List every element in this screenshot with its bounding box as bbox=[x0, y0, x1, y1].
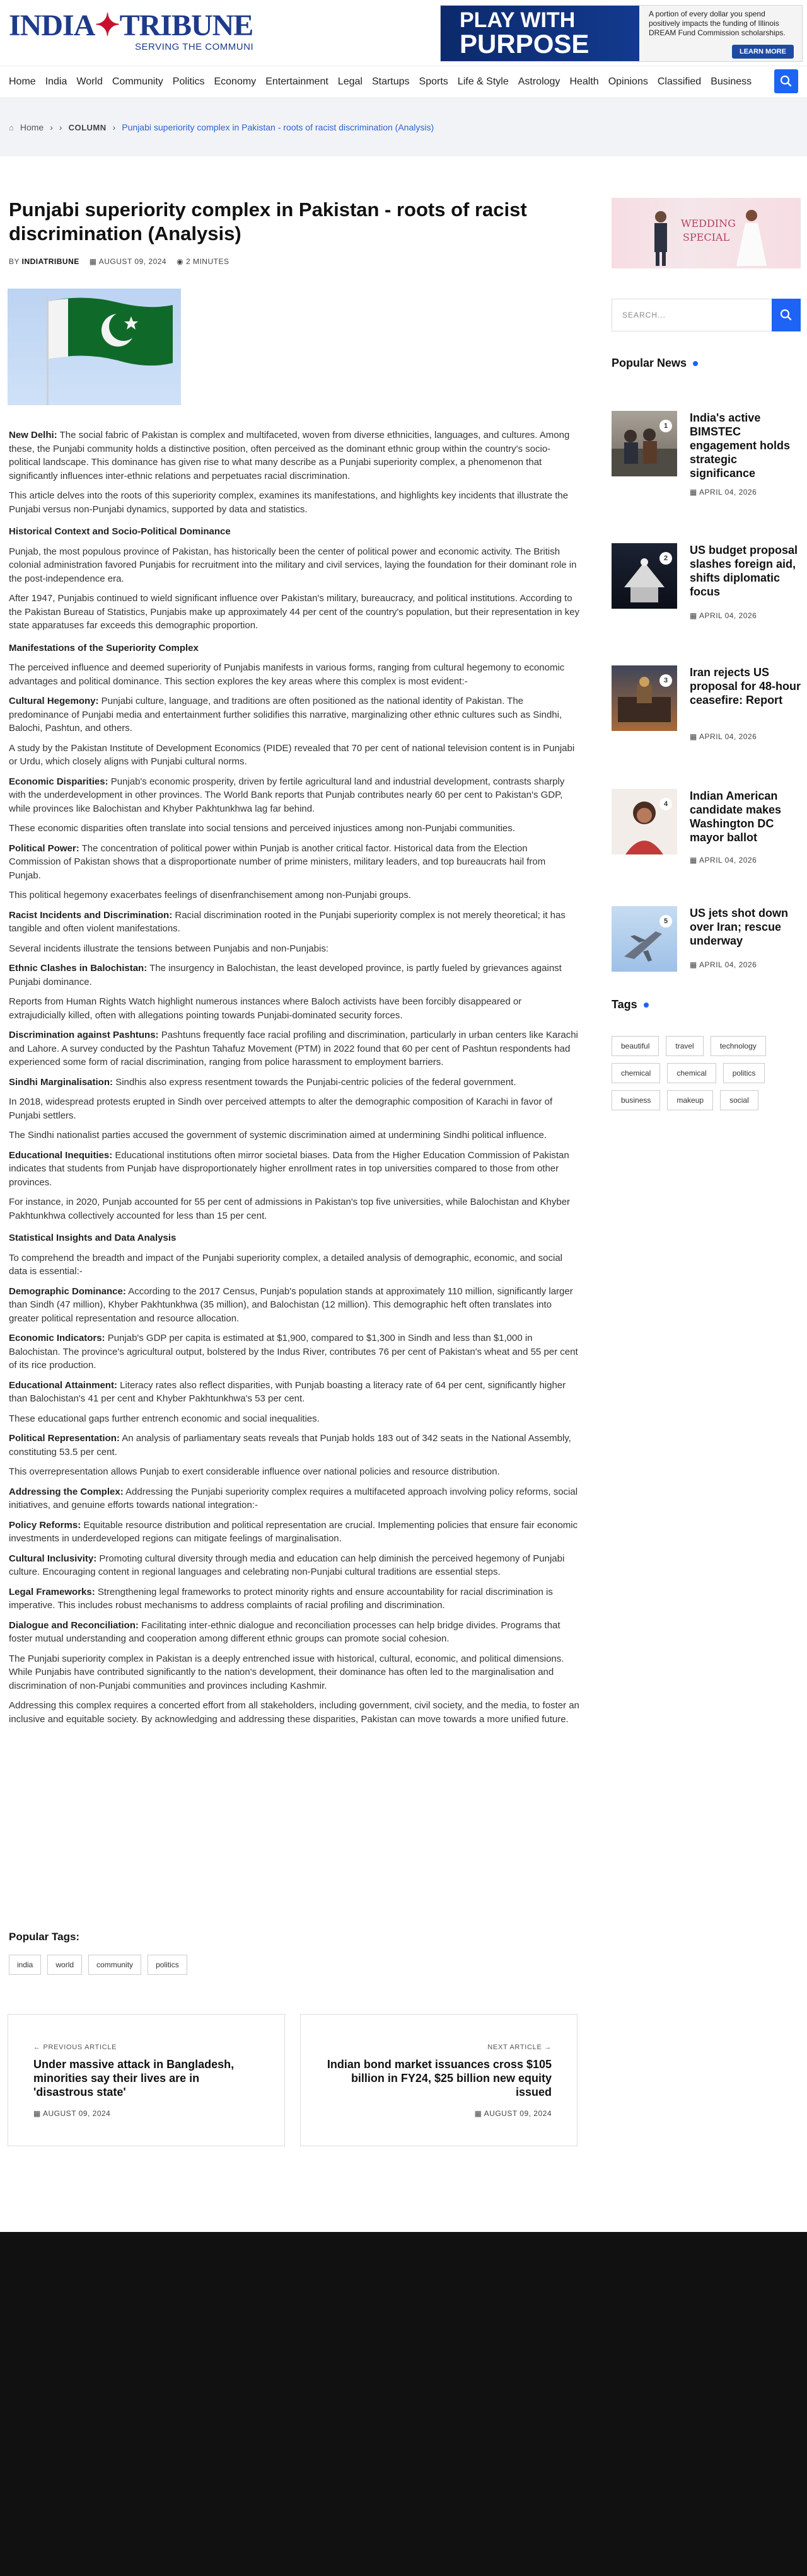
next-article-label bbox=[487, 2044, 552, 2051]
breadcrumb-current: Punjabi superiority complex in Pakistan - roots of racist discrimination (Analysis) bbox=[122, 122, 434, 132]
main-nav bbox=[0, 66, 807, 98]
nav-search-button[interactable] bbox=[774, 69, 798, 93]
search-icon bbox=[772, 299, 801, 331]
calendar-icon: ▦ bbox=[690, 732, 697, 741]
next-label-text: NEXT ARTICLE bbox=[487, 2044, 542, 2051]
author-prefix: BY bbox=[9, 257, 20, 266]
nav-item-opinions[interactable]: Opinions bbox=[608, 76, 648, 87]
calendar-icon: ▦ bbox=[33, 2109, 41, 2118]
article-title: Punjabi superiority complex in Pakistan - roots of racist discrimination (Analysis) bbox=[9, 198, 527, 244]
paragraph: These economic disparities often translate into social tensions and perceived injustices among non-Punjabi communities. bbox=[9, 823, 515, 834]
site-logo[interactable] bbox=[9, 9, 254, 57]
paragraph-text: Educational institutions often mirror societal biases. Data from the Higher Education Commission of Pakistan indicates that students from Punjab have disproportionately higher enrollment rates in top universities compared to those from other provinces. bbox=[9, 1149, 569, 1188]
author-line bbox=[9, 257, 79, 266]
breadcrumb bbox=[9, 122, 434, 132]
news-thumbnail bbox=[612, 906, 677, 972]
accent-dot bbox=[693, 361, 698, 366]
news-rank: 3 bbox=[659, 674, 672, 687]
nav-item-startups[interactable]: Startups bbox=[371, 76, 410, 87]
paragraph-lead: Dialogue and Reconciliation: bbox=[9, 1619, 139, 1631]
logo-india: INDIA bbox=[9, 9, 95, 42]
paragraph: These educational gaps further entrench economic and social inequalities. bbox=[9, 1413, 320, 1424]
popular-news-item[interactable] bbox=[612, 789, 801, 883]
accent-dot bbox=[644, 1003, 649, 1008]
sidebar-ad-wedding[interactable] bbox=[612, 198, 801, 268]
paragraph: A study by the Pakistan Institute of Development Economics (PIDE) revealed that 70 per cent of national television content is in Punjabi or Urdu, which closely aligns with Punjabi cultural norms. bbox=[9, 742, 575, 767]
calendar-icon: ▦ bbox=[474, 2109, 482, 2118]
next-article-title: Indian bond market issuances cross $105 billion in FY24, $25 billion new equity issued bbox=[327, 2058, 552, 2098]
nav-item-home[interactable]: Home bbox=[9, 76, 36, 87]
paragraph bbox=[9, 1076, 580, 1090]
nav-item-astrology[interactable]: Astrology bbox=[518, 76, 560, 87]
news-date bbox=[690, 856, 757, 865]
tags-heading-text: Tags bbox=[612, 998, 637, 1011]
paragraph-lead: Legal Frameworks: bbox=[9, 1586, 95, 1597]
paragraph: This overrepresentation allows Punjab to exert considerable influence over national policies and resource distribution. bbox=[9, 1466, 500, 1477]
banner-line1: PLAY WITH bbox=[460, 8, 576, 32]
paragraph-text: Racial discrimination rooted in the Punjabi superiority complex is not merely theoretical; it has tangible and often violent manifestations. bbox=[9, 909, 566, 934]
paragraph bbox=[9, 1379, 580, 1406]
next-date-text: AUGUST 09, 2024 bbox=[484, 2109, 552, 2118]
banner-line2: PURPOSE bbox=[460, 29, 589, 59]
paragraph: This political hegemony exacerbates feelings of disenfranchisement among non-Punjabi groups. bbox=[9, 890, 411, 900]
paragraph: After 1947, Punjabis continued to wield significant influence over Pakistan's military, bureaucracy, and political institutions. According to the Pakistan Bureau of Statistics, Punjabis make up approximately 44 per cent of the country's population, but their representation in key state apparatuses far exceeds this demographic proportion. bbox=[9, 593, 580, 631]
sidebar-tag[interactable]: business bbox=[612, 1090, 660, 1110]
paragraph-lead: Educational Attainment: bbox=[9, 1379, 117, 1391]
prev-date-text: AUGUST 09, 2024 bbox=[43, 2109, 111, 2118]
paragraph: Several incidents illustrate the tensions between Punjabis and non-Punjabis: bbox=[9, 943, 328, 954]
popular-news-item[interactable] bbox=[612, 543, 801, 638]
paragraph-text: The concentration of political power within Punjab is another critical factor. Historical data from the Election Commission of Pakistan shows that a disproportionate number of prime ministers, military leaders, and top bureaucrats hail from Punjab. bbox=[9, 842, 546, 881]
news-date bbox=[690, 732, 757, 741]
paragraph bbox=[9, 775, 580, 816]
eye-icon: ◉ bbox=[177, 257, 184, 266]
paragraph: Reports from Human Rights Watch highlight numerous instances where Baloch activists have been forcibly disappeared or extrajudicially killed, often with allegations pointing towards Punjabi-dominated security forces. bbox=[9, 996, 522, 1021]
nav-item-india[interactable]: India bbox=[45, 76, 67, 87]
previous-article-label bbox=[33, 2044, 117, 2051]
sidebar-tag[interactable]: beautiful bbox=[612, 1036, 659, 1056]
header bbox=[0, 0, 807, 63]
date-line bbox=[90, 257, 166, 266]
popular-news-item[interactable] bbox=[612, 411, 801, 505]
chevron-right-icon: › bbox=[59, 122, 62, 132]
news-date-text: APRIL 04, 2026 bbox=[699, 732, 757, 741]
article-body bbox=[9, 428, 580, 1732]
news-thumbnail bbox=[612, 789, 677, 854]
nav-item-life-style[interactable]: Life & Style bbox=[457, 76, 509, 87]
paragraph bbox=[9, 694, 580, 735]
search-icon bbox=[774, 69, 798, 93]
paragraph-lead: Sindhi Marginalisation: bbox=[9, 1076, 113, 1088]
paragraph-lead: Policy Reforms: bbox=[9, 1519, 81, 1531]
nav-item-sports[interactable]: Sports bbox=[419, 76, 448, 87]
paragraph: This article delves into the roots of this superiority complex, examines its manifestations, and highlights key incidents that illustrate the Punjabi versus non-Punjabi dynamics, supported by data and statistics. bbox=[9, 490, 569, 515]
tags-heading bbox=[612, 998, 649, 1011]
paragraph-lead: Cultural Hegemony: bbox=[9, 696, 99, 706]
section-heading: Historical Context and Socio-Political Dominance bbox=[9, 526, 231, 537]
news-thumbnail bbox=[612, 543, 677, 609]
paragraph bbox=[9, 1519, 580, 1546]
paragraph-lead: Addressing the Complex: bbox=[9, 1486, 124, 1497]
breadcrumb-section[interactable]: COLUMN bbox=[68, 122, 107, 132]
dateline: New Delhi: bbox=[9, 430, 57, 440]
next-article-date bbox=[475, 2109, 552, 2118]
paragraph-lead: Economic Indicators: bbox=[9, 1333, 105, 1343]
news-date-text: APRIL 04, 2026 bbox=[699, 856, 757, 865]
paragraph bbox=[9, 962, 580, 989]
logo-text bbox=[9, 9, 253, 42]
nav-list bbox=[9, 76, 752, 88]
sidebar-tag[interactable]: makeup bbox=[667, 1090, 713, 1110]
news-rank: 4 bbox=[659, 798, 672, 810]
nav-item-legal[interactable]: Legal bbox=[337, 76, 363, 87]
paragraph-lead: Cultural Inclusivity: bbox=[9, 1553, 97, 1564]
chevron-right-icon: › bbox=[112, 122, 116, 132]
logo-tribune: TRIBUNE bbox=[119, 9, 253, 42]
nav-item-classified[interactable]: Classified bbox=[657, 76, 702, 87]
paragraph-text: According to the 2017 Census, Punjab's population stands at approximately 110 million, significantly larger than Sindh (47 million), Khyber Pakhtunkhwa (35 million), and Balochistan (12 million). This demographic heft often translates into greater political representation and resource allocation. bbox=[9, 1285, 573, 1324]
paragraph-lead: Ethnic Clashes in Balochistan: bbox=[9, 963, 148, 974]
news-date-text: APRIL 04, 2026 bbox=[699, 611, 757, 620]
paragraph-lead: Racist Incidents and Discrimination: bbox=[9, 909, 173, 921]
paragraph bbox=[9, 1619, 580, 1646]
news-title: India's active BIMSTEC engagement holds strategic significance bbox=[690, 411, 791, 480]
paragraph-text: Sindhis also express resentment towards the Punjabi-centric policies of the federal government. bbox=[113, 1076, 516, 1088]
tag-link[interactable]: india bbox=[9, 1955, 41, 1975]
banner-cta-button[interactable]: LEARN MORE bbox=[732, 45, 794, 59]
previous-article-card[interactable] bbox=[8, 2014, 285, 2146]
paragraph-text: Punjab's economic prosperity, driven by fertile agricultural land and industrial development, contrasts sharply with the underdevelopment in other provinces. The World Bank reports that Punjab contributes nearly 60 per cent to Pakistan's GDP, while provinces like Balochistan and Khyber Pakhtunkhwa lag far behind. bbox=[9, 776, 565, 814]
arrow-left-icon: ← bbox=[33, 2044, 41, 2051]
paragraph-text: Equitable resource distribution and political representation are crucial. Implementing policies that ensure fair economic investments in underdeveloped regions can mitigate feelings of marginalisation. bbox=[9, 1519, 578, 1544]
paragraph-text: The social fabric of Pakistan is complex and multifaceted, woven from diverse ethnicities, languages, and cultures. Among these, the Punjabi community holds a distinctive position, often perceived as the dominant ethnic group within the country's socio-political landscape. This dominance has given rise to what many describe as a Punjabi superiority complex, a phenomenon that significantly influences inter-ethnic relations and perpetuates racial discrimination. bbox=[9, 430, 570, 481]
paragraph: Punjab, the most populous province of Pakistan, has historically been the center of political power and economic activity. The British colonial administration favored Punjabis for recruitment into the military and civil services, laying the foundation for their dominant role in the post-independence era. bbox=[9, 546, 577, 584]
paragraph-text: Facilitating inter-ethnic dialogue and reconciliation processes can help bridge divides. Programs that foster mutual understanding and cooperation among different ethnic groups can promote social cohesion. bbox=[9, 1619, 560, 1644]
news-title: US budget proposal slashes foreign aid, shifts diplomatic focus bbox=[690, 544, 798, 598]
banner-body: A portion of every dollar you spend positively impacts the funding of Illinois DREAM Fund Commission scholarships. bbox=[649, 9, 786, 37]
calendar-icon: ▦ bbox=[690, 611, 697, 620]
paragraph-lead: Discrimination against Pashtuns: bbox=[9, 1030, 159, 1040]
paragraph: For instance, in 2020, Punjab accounted for 55 per cent of admissions in Pakistan's top five universities, while Balochistan and Khyber Pakhtunkhwa collectively accounted for less than 15 per cent. bbox=[9, 1197, 571, 1221]
news-rank: 5 bbox=[659, 915, 672, 928]
sidebar-tag[interactable]: travel bbox=[666, 1036, 703, 1056]
banner-headline bbox=[460, 9, 589, 57]
article-date: AUGUST 09, 2024 bbox=[98, 257, 167, 266]
sidebar-tag[interactable]: chemical bbox=[667, 1063, 716, 1083]
flag-illustration bbox=[8, 289, 181, 405]
news-thumbnail bbox=[612, 665, 677, 731]
news-date-text: APRIL 04, 2026 bbox=[699, 488, 757, 497]
prev-label-text: PREVIOUS ARTICLE bbox=[43, 2044, 117, 2051]
news-date bbox=[690, 488, 757, 497]
paragraph-text: An analysis of parliamentary seats reveals that Punjab holds 183 out of 342 seats in the National Assembly, constituting 53.5 per cent. bbox=[9, 1433, 571, 1458]
breadcrumb-home[interactable]: Home bbox=[20, 122, 44, 132]
news-rank: 1 bbox=[659, 420, 672, 432]
paragraph-text: Literacy rates also reflect disparities, with Punjab boasting a literacy rate of 64 per cent, significantly higher than Balochistan's 41 per cent and Khyber Pakhtunkhwa's 53 per cent. bbox=[9, 1379, 566, 1404]
sidebar-tag[interactable]: chemical bbox=[612, 1063, 660, 1083]
paragraph-text: Pashtuns frequently face racial profiling and discrimination, particularly in urban centers like Karachi and Lahore. A survey conducted by the Pashtun Tahafuz Movement (PTM) in 2022 found that 60 per cent of Pashtun respondents had experienced some form of racial discrimination, ranging from police harassment to employment barriers. bbox=[9, 1030, 578, 1067]
popular-news-item[interactable] bbox=[612, 906, 801, 1001]
nav-item-business[interactable]: Business bbox=[711, 76, 752, 87]
home-icon: ⌂ bbox=[9, 122, 14, 132]
paragraph-text: Promoting cultural diversity through media and education can help diminish the perceived hegemony of Punjabi culture. Encouraging content in regional languages and celebrating non-Punjabi cultural traditions are essential steps. bbox=[9, 1553, 565, 1577]
paragraph-lead: Political Power: bbox=[9, 842, 79, 854]
chevron-right-icon: › bbox=[50, 122, 53, 132]
nav-item-community[interactable]: Community bbox=[112, 76, 163, 87]
calendar-icon: ▦ bbox=[89, 257, 97, 266]
nav-item-economy[interactable]: Economy bbox=[214, 76, 257, 87]
news-title: Iran rejects US proposal for 48-hour ceasefire: Report bbox=[690, 666, 801, 706]
calendar-icon: ▦ bbox=[690, 960, 697, 969]
sidebar-tag[interactable]: politics bbox=[723, 1063, 765, 1083]
paragraph bbox=[9, 1585, 580, 1613]
next-article-card[interactable] bbox=[300, 2014, 578, 2146]
news-date bbox=[690, 960, 757, 969]
read-time-line bbox=[177, 257, 229, 266]
sidebar-tags bbox=[612, 1036, 801, 1110]
paragraph-text: The insurgency in Balochistan, the least developed province, is partly fueled by grievances against Punjabi dominance. bbox=[9, 963, 562, 987]
sidebar-search-input[interactable]: SEARCH... bbox=[612, 299, 778, 331]
paragraph: The Sindhi nationalist parties accused the government of systemic discrimination aimed at undermining Sindhi political influence. bbox=[9, 1130, 547, 1141]
paragraph-text: Punjab's GDP per capita is estimated at $1,900, compared to $1,300 in Sindh and less than $1,000 in Balochistan. The province's agricultural output, bolstered by the Indus River, contributes 76 per cent of Pakistan's wheat and 55 per cent of its rice production. bbox=[9, 1333, 578, 1371]
paragraph: In 2018, widespread protests erupted in Sindh over perceived attempts to alter the demographic composition of Karachi in favor of Punjabi settlers. bbox=[9, 1096, 553, 1121]
paragraph: To comprehend the breadth and impact of the Punjabi superiority complex, a detailed analysis of demographic, economic, and social data is essential:- bbox=[9, 1252, 563, 1277]
previous-article-date bbox=[33, 2109, 110, 2118]
paragraph-text: Strengthening legal frameworks to protect minority rights and ensure accountability for racial discrimination is imperative. This includes robust mechanisms to address complaints of racial profiling and discrimination. bbox=[9, 1586, 553, 1611]
calendar-icon: ▦ bbox=[690, 856, 697, 865]
read-time: 2 MINUTES bbox=[185, 257, 229, 266]
news-title: US jets shot down over Iran; rescue underway bbox=[690, 907, 789, 947]
sidebar-search-button[interactable] bbox=[772, 299, 801, 331]
paragraph: The Punjabi superiority complex in Pakistan is a deeply entrenched issue with historical, cultural, economic, and political dimensions. While Punjabis have contributed significantly to the nation's development, their dominance has often led to the marginalisation and discrimination of non-Punjabi communities and provinces including Kashmir. bbox=[9, 1653, 564, 1691]
sidebar-tag[interactable]: technology bbox=[711, 1036, 766, 1056]
paragraph bbox=[9, 1331, 580, 1372]
sidebar-tag[interactable]: social bbox=[720, 1090, 758, 1110]
paragraph bbox=[9, 842, 580, 883]
news-date-text: APRIL 04, 2026 bbox=[699, 960, 757, 969]
nav-item-health[interactable]: Health bbox=[569, 76, 599, 87]
news-title: Indian American candidate makes Washington DC mayor ballot bbox=[690, 790, 782, 844]
paragraph bbox=[9, 1485, 580, 1512]
paragraph: The perceived influence and deemed superiority of Punjabis manifests in various forms, ranging from cultural hegemony to economic advantages and political dominance. This section explores the key areas where this complex is most evident:- bbox=[9, 662, 565, 687]
paragraph-text: Addressing the Punjabi superiority complex requires a multifaceted approach involving policy reforms, social initiatives, and genuine efforts towards national integration:- bbox=[9, 1486, 578, 1510]
tag-link[interactable]: world bbox=[47, 1955, 82, 1975]
calendar-icon: ▦ bbox=[690, 488, 697, 497]
logo-tagline: SERVING THE COMMUNI bbox=[135, 42, 254, 52]
paragraph-text: Punjabi culture, language, and traditions are often positioned as the national identity of Pakistan. The predominance of Punjabi media and entertainment further solidifies this narrative, marginalizing other ethnic cultures such as Sindhi, Balochi, Pashtun, and others. bbox=[9, 696, 562, 733]
popular-news-heading bbox=[612, 357, 698, 370]
popular-news-heading-text: Popular News bbox=[612, 357, 687, 369]
paragraph bbox=[9, 1028, 580, 1069]
popular-tags-heading: Popular Tags: bbox=[9, 1931, 80, 1943]
paragraph: Addressing this complex requires a concerted effort from all stakeholders, including government, civil society, and the media, to foster an inclusive and equitable society. By acknowledging and addressing these disparities, Pakistan can move towards a more unified future. bbox=[9, 1700, 579, 1725]
popular-news-item[interactable] bbox=[612, 665, 801, 760]
news-rank: 2 bbox=[659, 552, 672, 565]
nav-item-politics[interactable]: Politics bbox=[172, 76, 205, 87]
news-thumbnail bbox=[612, 411, 677, 476]
section-heading: Statistical Insights and Data Analysis bbox=[9, 1233, 177, 1243]
paragraph bbox=[9, 909, 580, 936]
paragraph-lead: Economic Disparities: bbox=[9, 776, 108, 787]
paragraph bbox=[9, 1285, 580, 1326]
previous-article-title: Under massive attack in Bangladesh, minorities say their lives are in 'disastrous state' bbox=[33, 2058, 235, 2098]
tag-link[interactable]: politics bbox=[148, 1955, 187, 1975]
paragraph bbox=[9, 1552, 580, 1579]
nav-item-world[interactable]: World bbox=[76, 76, 103, 87]
author-name[interactable]: INDIATRIBUNE bbox=[21, 257, 79, 266]
tag-link[interactable]: community bbox=[88, 1955, 141, 1975]
ad-text: WEDDING SPECIAL bbox=[681, 217, 736, 243]
paragraph bbox=[9, 1149, 580, 1190]
arrow-right-icon: → bbox=[544, 2044, 552, 2051]
nav-item-entertainment[interactable]: Entertainment bbox=[265, 76, 328, 87]
paragraph-lead: Political Representation: bbox=[9, 1433, 120, 1444]
logo-star-icon: ✦ bbox=[95, 9, 120, 42]
hero-image-pakistan-flag bbox=[8, 289, 181, 405]
footer bbox=[0, 2232, 807, 2576]
paragraph-lead: Demographic Dominance: bbox=[9, 1285, 126, 1297]
paragraph bbox=[9, 1432, 580, 1459]
ad-banner[interactable] bbox=[440, 5, 803, 62]
article-meta bbox=[9, 257, 229, 266]
news-date bbox=[690, 611, 757, 620]
section-heading: Manifestations of the Superiority Complex bbox=[9, 642, 199, 653]
paragraph bbox=[9, 428, 580, 483]
paragraph-lead: Educational Inequities: bbox=[9, 1149, 113, 1161]
popular-tags bbox=[9, 1955, 187, 1975]
